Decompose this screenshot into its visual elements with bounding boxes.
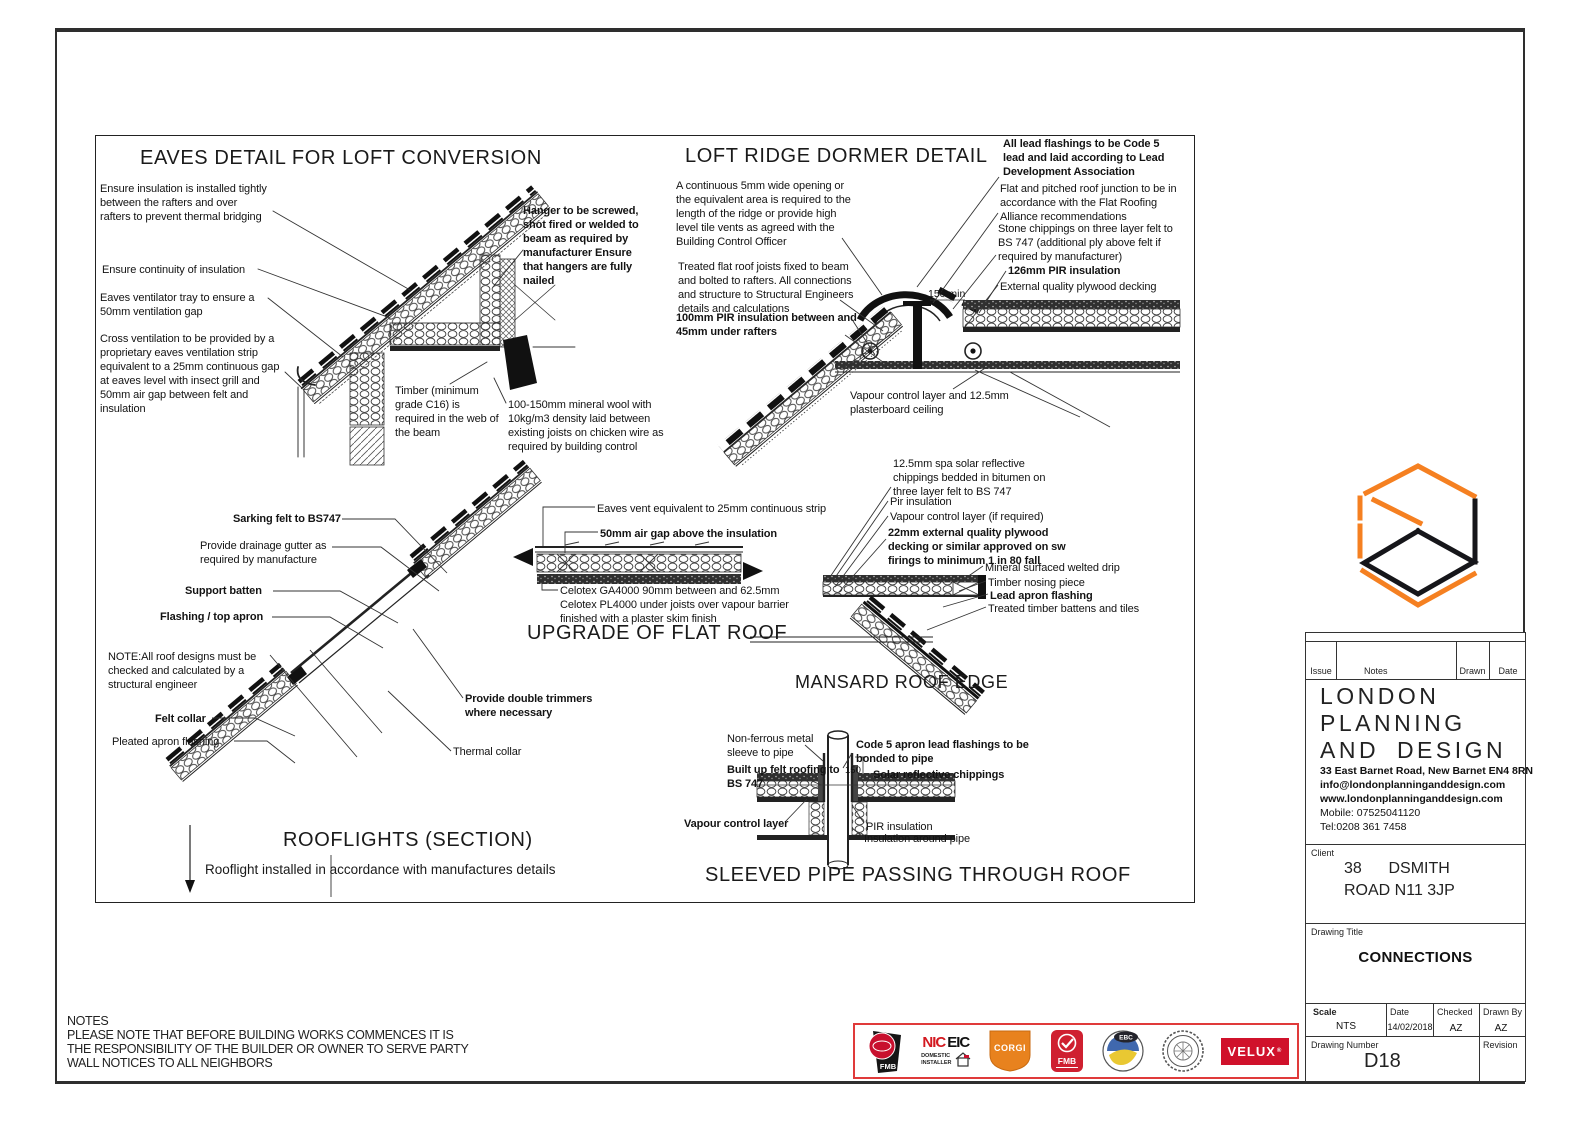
label-flashing-top-apron: Flashing / top apron — [160, 611, 264, 623]
label-eaves-ventilator-tray: Eaves ventilator tray to ensure a 50mm ventilation gap — [100, 292, 255, 318]
company-phone: Tel:0208 361 7458 — [1320, 821, 1407, 833]
label-celotex: Celotex GA4000 90mm between and 62.5mm Celotex PL4000 under joists over vapour barrier finished with a plaster skim finish — [560, 585, 789, 625]
fmb-badge-icon — [865, 1028, 905, 1074]
ebc-globe-icon — [1101, 1029, 1145, 1073]
tb-line — [1306, 1003, 1525, 1004]
niceic-eic-text: EIC — [947, 1034, 970, 1051]
label-flat-pitched-junction: Flat and pitched roof junction to be in accordance with the Flat Roofing Alliance recommendations — [1000, 183, 1177, 223]
pipe-dimension: 150 — [845, 765, 861, 776]
accreditation-logo-strip — [853, 1023, 1299, 1079]
guild-seal-logo — [1161, 1029, 1205, 1073]
label-metal-sleeve: Non-ferrous metal sleeve to pipe — [727, 733, 814, 759]
label-cross-ventilation: Cross ventilation to be provided by a proprietary eaves ventilation strip equivalent to a 25mm continuous gap at eaves level with insect grill and 50mm air gap between felt and insulation — [100, 333, 280, 415]
client-value-line1: 38 DSMITH — [1344, 860, 1450, 877]
notes-title: NOTES — [67, 1014, 109, 1028]
checked-value: AZ — [1449, 1023, 1463, 1034]
corgi-shield-icon — [987, 1029, 1033, 1073]
tb-line — [1306, 923, 1525, 924]
tb-line — [1479, 1003, 1480, 1083]
company-name-line3: AND DESIGN — [1320, 737, 1507, 763]
label-insulation-around-pipe: Insulation around pipe — [864, 833, 971, 845]
label-pir-insulation-pipe: PIR insulation — [866, 821, 933, 833]
house-icon — [955, 1052, 971, 1067]
label-plywood-decking: External quality plywood decking — [1000, 281, 1157, 293]
label-support-batten: Support batten — [185, 585, 262, 597]
label-vapour-control: Vapour control layer — [684, 818, 789, 830]
niceic-logo — [921, 1035, 970, 1067]
drawing-title-value: CONNECTIONS — [1358, 949, 1473, 966]
rooflights-title: ROOFLIGHTS (SECTION) — [283, 829, 533, 851]
label-timber-nosing: Timber nosing piece — [988, 577, 1085, 589]
label-sarking-felt: Sarking felt to BS747 — [233, 513, 341, 525]
label-100mm-pir: 100mm PIR insulation between and 45mm under rafters — [676, 312, 857, 338]
label-eaves-vent-strip: Eaves vent equivalent to 25mm continuous strip — [597, 503, 826, 515]
tb-line — [1306, 1036, 1525, 1037]
label-code5-apron: Code 5 apron lead flashings to be bonded to pipe — [856, 739, 1029, 765]
label-double-trimmers: Provide double trimmers where necessary — [465, 693, 593, 719]
guild-seal-icon — [1161, 1029, 1205, 1073]
velux-logo — [1221, 1038, 1289, 1065]
niceic-domestic-text: DOMESTIC — [921, 1052, 951, 1059]
corgi-logo — [987, 1029, 1033, 1073]
label-126mm-pir: 126mm PIR insulation — [1008, 265, 1121, 277]
niceic-nic-text: NIC — [922, 1034, 946, 1051]
label-hanger: Hanger to be screwed, shot fired or welded to beam as required by manufacturer Ensure that hangers are fully nailed — [523, 205, 639, 287]
label-vapour-plasterboard: Vapour control layer and 12.5mm plasterboard ceiling — [850, 390, 1009, 416]
company-email: info@londonplanninganddesign.com — [1320, 779, 1506, 791]
flatroof-title: UPGRADE OF FLAT ROOF — [527, 622, 788, 644]
fmb-badge-logo — [865, 1028, 905, 1074]
tb-line — [1306, 679, 1525, 680]
pipe-title: SLEEVED PIPE PASSING THROUGH ROOF — [705, 864, 1131, 886]
label-lead-apron: Lead apron flashing — [990, 590, 1093, 602]
company-logo — [1308, 428, 1508, 628]
notes-line: PLEASE NOTE THAT BEFORE BUILDING WORKS COMMENCES IT IS — [67, 1028, 454, 1042]
ebc-logo — [1101, 1029, 1145, 1073]
company-name — [1320, 683, 1506, 764]
label-flat-roof-joists: Treated flat roof joists fixed to beam and bolted to rafters. All connections and structure to Structural Engineers details and calculations — [678, 261, 854, 315]
niceic-installer-text: INSTALLER — [921, 1059, 952, 1066]
label-timber-c16: Timber (minimum grade C16) is required in the web of the beam — [395, 385, 499, 439]
label-pleated-apron: Pleated apron flashing — [112, 736, 220, 748]
checked-label: Checked — [1437, 1007, 1473, 1017]
notes-line: WALL NOTICES TO ALL NEIGHBORS — [67, 1056, 273, 1070]
rooflights-caption: Rooflight installed in accordance with manufactures details — [205, 862, 556, 877]
company-mobile: Mobile: 07525041120 — [1320, 807, 1421, 819]
label-vapour-if-required: Vapour control layer (if required) — [890, 511, 1044, 523]
label-built-up-felt: Built up felt roofing to BS 747 — [727, 764, 840, 790]
label-structural-note: NOTE:All roof designs must be checked and calculated by a structural engineer — [108, 651, 257, 691]
client-label: Client — [1311, 848, 1335, 858]
label-pir-insulation-mansard: Pir insulation — [890, 496, 952, 508]
drawing-number-label: Drawing Number — [1311, 1040, 1379, 1050]
notes-line: THE RESPONSIBILITY OF THE BUILDER OR OWNER TO SERVE PARTY — [67, 1042, 469, 1056]
label-drainage-gutter: Provide drainage gutter as required by manufacture — [200, 540, 327, 566]
date-label: Date — [1390, 1007, 1410, 1017]
ridge-dimension: 150 min — [928, 288, 966, 300]
velux-text: VELUX — [1227, 1043, 1276, 1059]
drawn-header: Drawn — [1459, 666, 1486, 676]
drawing-number-value: D18 — [1364, 1050, 1401, 1072]
fmb-shield-logo — [1049, 1029, 1085, 1073]
label-welted-drip: Mineral surfaced welted drip — [985, 562, 1120, 574]
company-address: 33 East Barnet Road, New Barnet EN4 8RN — [1320, 765, 1533, 777]
title-block — [1305, 632, 1533, 1082]
date-header: Date — [1498, 666, 1518, 676]
label-solar-chippings: Solar reflective chippings — [873, 769, 1005, 781]
label-lead-flashings: All lead flashings to be Code 5 lead and laid according to Lead Development Association — [1003, 138, 1165, 178]
tb-line — [1306, 641, 1525, 642]
label-22mm-plywood: 22mm external quality plywood decking or similar approved on sw firings to minimum 1 in 80 fall — [888, 527, 1066, 567]
company-website: www.londonplanninganddesign.com — [1320, 793, 1503, 805]
label-50mm-air-gap: 50mm air gap above the insulation — [600, 528, 778, 540]
fmb-badge-text: FMB — [879, 1062, 897, 1071]
date-value: 14/02/2018 — [1387, 1022, 1433, 1032]
client-value-line2: ROAD N11 3JP — [1344, 882, 1455, 899]
label-thermal-collar: Thermal collar — [453, 746, 522, 758]
label-felt-collar: Felt collar — [155, 713, 206, 725]
velux-registered-mark: ® — [1276, 1048, 1283, 1054]
scale-label: Scale — [1313, 1007, 1337, 1017]
flatroof-drawing — [513, 507, 763, 590]
fmb-shield-icon — [1049, 1029, 1085, 1073]
drawing-title-label: Drawing Title — [1311, 927, 1364, 937]
scale-value: NTS — [1336, 1021, 1356, 1032]
label-battens-tiles: Treated timber battens and tiles — [988, 603, 1140, 615]
company-name-line1: LONDON — [1320, 683, 1440, 709]
mansard-title: MANSARD ROOF EDGE — [795, 672, 1009, 692]
drawnby-value: AZ — [1494, 1023, 1508, 1034]
label-ridge-opening: A continuous 5mm wide opening or the equivalent area is required to the length of the ridge or provide high level tile vents as agreed with the Building Control Officer — [676, 180, 851, 248]
company-name-line2: PLANNING — [1320, 710, 1466, 736]
notes-header: Notes — [1364, 666, 1388, 676]
label-insulation-between-rafters: Ensure insulation is installed tightly between the rafters and over rafters to prevent thermal bridging — [100, 183, 267, 223]
issue-header: Issue — [1310, 666, 1332, 676]
drawnby-label: Drawn By — [1483, 1007, 1523, 1017]
label-continuity-of-insulation: Ensure continuity of insulation — [102, 264, 246, 276]
label-spa-chippings: 12.5mm spa solar reflective chippings bedded in bitumen on three layer felt to BS 747 — [893, 458, 1046, 498]
revision-label: Revision — [1483, 1040, 1518, 1050]
ridge-title: LOFT RIDGE DORMER DETAIL — [685, 145, 988, 167]
fmb-shield-text: FMB — [1057, 1056, 1076, 1066]
tb-line — [1306, 844, 1525, 845]
corgi-text: CORGI — [993, 1043, 1026, 1053]
eaves-title: EAVES DETAIL FOR LOFT CONVERSION — [140, 147, 542, 169]
general-notes — [67, 1014, 468, 1070]
label-mineral-wool: 100-150mm mineral wool with 10kg/m3 density laid between existing joists on chicken wire as required by building control — [508, 399, 664, 453]
ebc-text: EBC — [1118, 1034, 1133, 1042]
label-stone-chippings: Stone chippings on three layer felt to BS 747 (additional ply above felt if required by manufacturer) — [998, 223, 1173, 263]
